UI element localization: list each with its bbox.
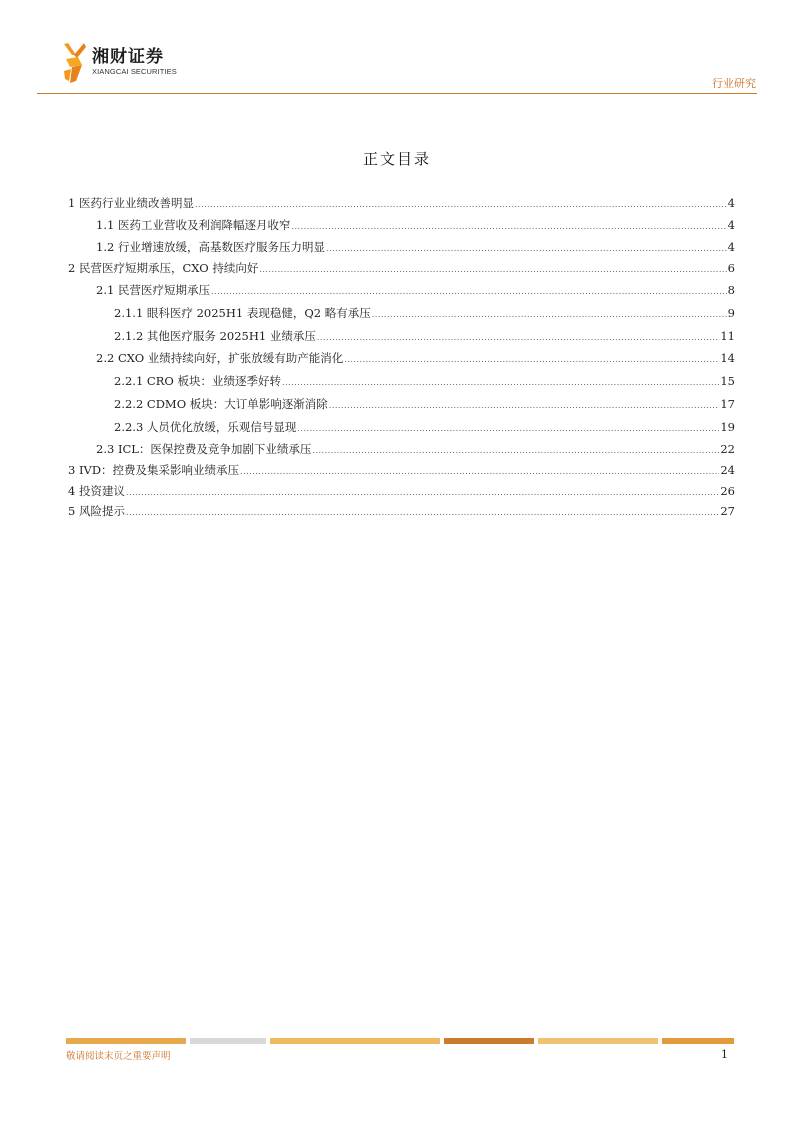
toc-entry-page: 9 xyxy=(727,306,735,320)
toc-entry-label: 2.3 ICL：医保控费及竞争加剧下业绩承压 xyxy=(96,442,312,456)
toc-leader-dots xyxy=(211,282,727,300)
toc-entry-label: 4 投资建议 xyxy=(68,484,125,498)
toc-entry-label: 2.2 CXO 业绩持续向好，扩张放缓有助产能消化 xyxy=(96,351,344,365)
toc-leader-dots xyxy=(195,195,727,213)
toc-leader-dots xyxy=(372,305,727,323)
footer-disclaimer: 敬请阅读末页之重要声明 xyxy=(66,1051,171,1062)
toc-entry-page: 27 xyxy=(720,504,735,518)
toc-entry-page: 24 xyxy=(720,463,735,477)
toc-entry-label: 1.2 行业增速放缓，高基数医疗服务压力明显 xyxy=(96,240,325,254)
toc-entry[interactable] xyxy=(114,328,735,344)
company-logo xyxy=(62,41,192,89)
toc-entry[interactable] xyxy=(114,373,735,389)
toc-entry[interactable] xyxy=(114,419,735,435)
report-type-label: 行业研究 xyxy=(712,77,756,90)
toc-entry-label: 1 医药行业业绩改善明显 xyxy=(68,196,194,210)
toc-entry[interactable] xyxy=(68,462,735,478)
toc-leader-dots xyxy=(126,503,719,521)
toc-leader-dots xyxy=(282,373,719,391)
toc-entry[interactable] xyxy=(68,503,735,519)
toc-entry-label: 2.2.2 CDMO 板块：大订单影响逐渐消除 xyxy=(114,397,328,411)
toc-entry[interactable] xyxy=(96,441,735,457)
toc-entry-label: 2.1 民营医疗短期承压 xyxy=(96,283,210,297)
toc-entry-page: 15 xyxy=(720,374,735,388)
toc-entry-label: 2.2.1 CRO 板块：业绩逐季好转 xyxy=(114,374,281,388)
toc-entry-page: 8 xyxy=(727,283,735,297)
toc-entry-label: 3 IVD：控费及集采影响业绩承压 xyxy=(68,463,240,477)
toc-entry-page: 4 xyxy=(727,218,735,232)
toc-entry-label: 2.1.1 眼科医疗 2025H1 表现稳健，Q2 略有承压 xyxy=(114,306,371,320)
toc-entry-page: 4 xyxy=(727,240,735,254)
toc-entry-label: 2.1.2 其他医疗服务 2025H1 业绩承压 xyxy=(114,329,316,343)
toc-leader-dots xyxy=(326,239,727,257)
toc-entry-page: 22 xyxy=(720,442,735,456)
toc-entry-page: 19 xyxy=(720,420,735,434)
toc-leader-dots xyxy=(312,441,719,459)
footer-divider-bar xyxy=(66,1038,734,1044)
toc-entry[interactable] xyxy=(114,396,735,412)
toc-entry[interactable] xyxy=(68,483,735,499)
toc-leader-dots xyxy=(259,260,726,278)
header-divider xyxy=(37,93,757,94)
toc-entry[interactable] xyxy=(96,350,735,366)
toc-entry-page: 26 xyxy=(720,484,735,498)
toc-entry-label: 2.2.3 人员优化放缓，乐观信号显现 xyxy=(114,420,297,434)
page-number: 1 xyxy=(721,1048,728,1061)
toc-leader-dots xyxy=(317,328,720,346)
toc-leader-dots xyxy=(344,350,719,368)
toc-entry[interactable] xyxy=(68,195,735,211)
logo-chinese-name: 湘财证券 xyxy=(92,47,164,67)
toc-entry-label: 1.1 医药工业营收及利润降幅逐月收窄 xyxy=(96,218,291,232)
toc-entry[interactable] xyxy=(68,260,735,276)
toc-leader-dots xyxy=(126,483,719,501)
toc-entry-page: 11 xyxy=(720,329,735,343)
toc-entry-label: 2 民营医疗短期承压，CXO 持续向好 xyxy=(68,261,259,275)
logo-english-name: XIANGCAI SECURITIES xyxy=(92,67,177,76)
toc-leader-dots xyxy=(291,217,726,235)
toc-leader-dots xyxy=(297,419,719,437)
toc-entry[interactable] xyxy=(114,305,735,321)
toc-entry-page: 17 xyxy=(720,397,735,411)
toc-entry-page: 4 xyxy=(727,196,735,210)
toc-entry-page: 14 xyxy=(720,351,735,365)
toc-entry[interactable] xyxy=(96,217,735,233)
logo-mark-icon xyxy=(62,41,88,85)
toc-leader-dots xyxy=(240,462,719,480)
toc-leader-dots xyxy=(329,396,720,414)
toc-entry-label: 5 风险提示 xyxy=(68,504,125,518)
toc-entry-page: 6 xyxy=(727,261,735,275)
toc-title: 正文目录 xyxy=(362,150,431,168)
toc-entry[interactable] xyxy=(96,239,735,255)
toc-entry[interactable] xyxy=(96,282,735,298)
